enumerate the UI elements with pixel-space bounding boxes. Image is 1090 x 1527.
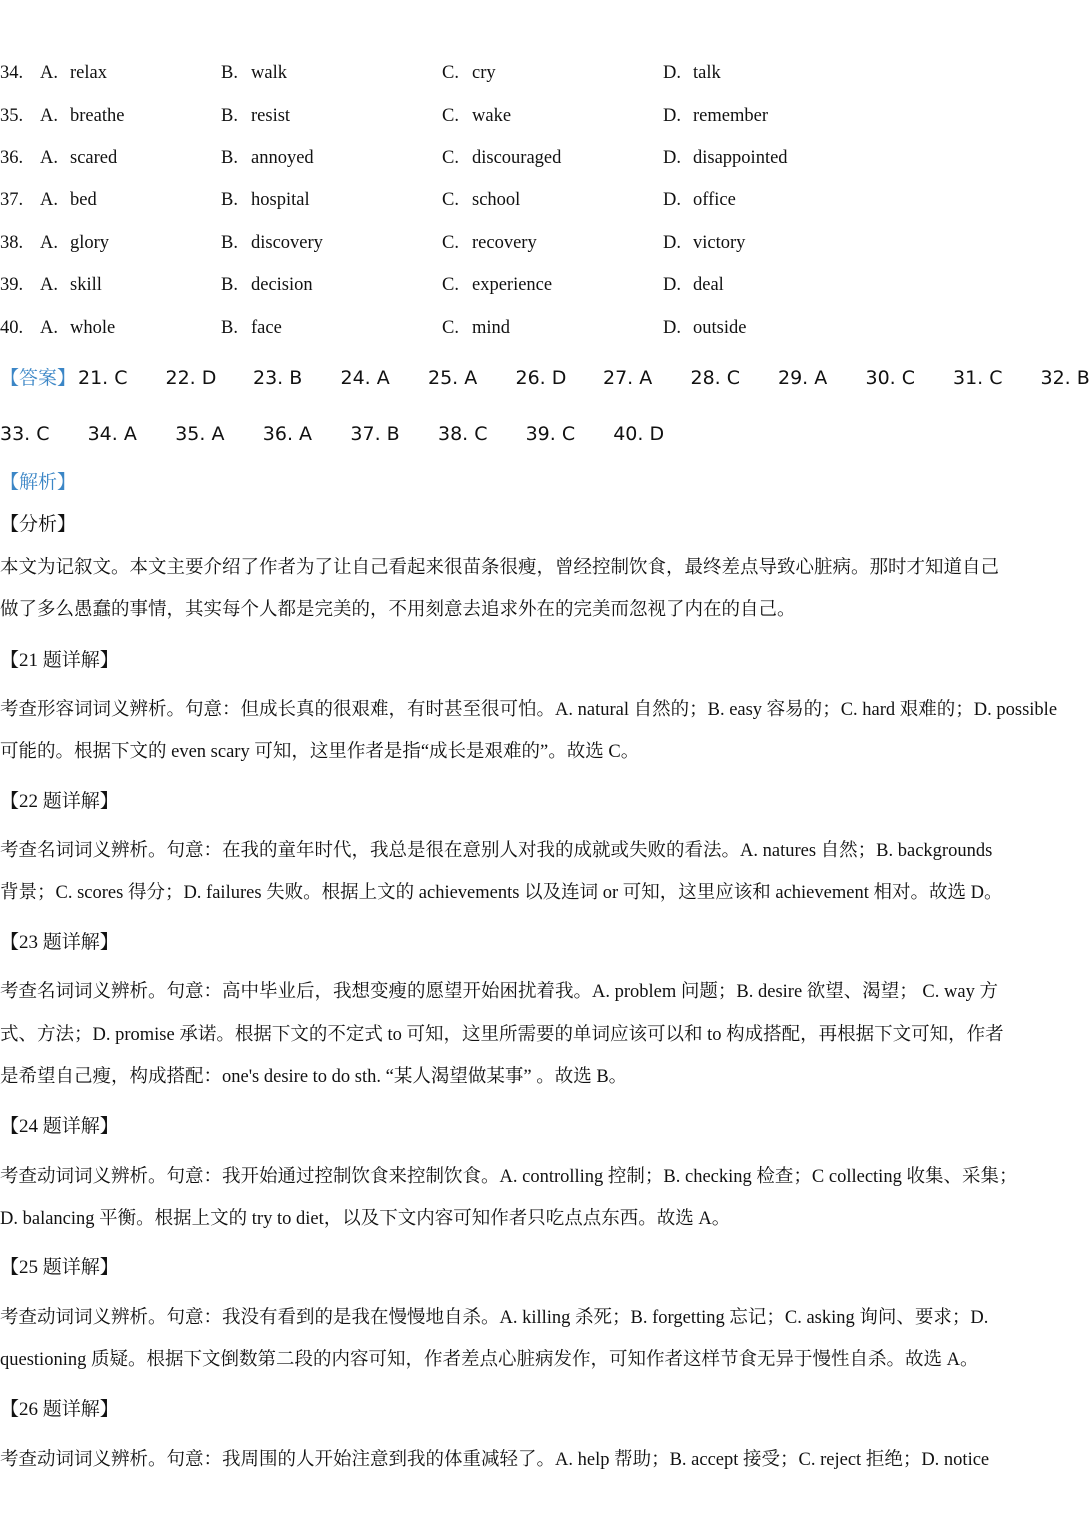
summary-line: 做了多么愚蠢的事情，其实每个人都是完美的，不用刻意去追求外在的完美而忽视了内在的自己。 — [0, 600, 796, 620]
detail-line: 考查名词词义辨析。句意：高中毕业后，我想变瘦的愿望开始困扰着我。A. problem 问题；B. desire 欲望、渴望； C. way 方 — [0, 982, 998, 1002]
option-letter: A. — [40, 106, 58, 126]
answer-item: 40. D — [613, 423, 665, 445]
option-a: whole — [70, 318, 116, 338]
option-a: skill — [70, 275, 102, 295]
detail-header: 【26 题详解】 — [0, 1399, 119, 1420]
option-letter: A. — [40, 148, 58, 168]
option-c: cry — [472, 63, 496, 83]
option-c: wake — [472, 106, 512, 126]
question-number: 36. — [0, 148, 24, 168]
detail-line: 考查动词词义辨析。句意：我开始通过控制饮食来控制饮食。A. controlling 控制；B. checking 检查；C collecting 收集、采集； — [0, 1167, 1018, 1187]
answer-item: 24. A — [340, 367, 390, 389]
answer-item: 27. A — [603, 367, 653, 389]
answer-item: 36. A — [262, 423, 313, 445]
question-number: 38. — [0, 233, 24, 253]
summary-line: 本文为记叙文。本文主要介绍了作者为了让自己看起来很苗条很瘦，曾经控制饮食，最终差点导致心脏病。那时才知道自己 — [0, 558, 1000, 578]
option-letter: A. — [40, 63, 58, 83]
option-letter: C. — [442, 63, 459, 83]
detail-line: 考查动词词义辨析。句意：我没有看到的是我在慢慢地自杀。A. killing 杀死；B. forgetting 忘记；C. asking 询问、要求；D. — [0, 1308, 989, 1328]
detail-line: 是希望自己瘦，构成搭配：one's desire to do sth. “某人渴望做某事” 。故选 B。 — [0, 1067, 628, 1087]
answer-item: 32. B — [1040, 367, 1090, 389]
option-d: disappointed — [693, 148, 788, 168]
answer-item: 25. A — [428, 367, 478, 389]
detail-header: 【23 题详解】 — [0, 932, 119, 953]
option-d: talk — [693, 63, 721, 83]
option-a: breathe — [70, 106, 125, 126]
option-letter: D. — [663, 190, 681, 210]
option-b: hospital — [251, 190, 310, 210]
question-number: 40. — [0, 318, 24, 338]
option-letter: C. — [442, 275, 459, 295]
option-letter: B. — [221, 63, 238, 83]
detail-line: 考查动词词义辨析。句意：我周围的人开始注意到我的体重减轻了。A. help 帮助；B. accept 接受；C. reject 拒绝；D. notice — [0, 1450, 990, 1470]
option-letter: C. — [442, 190, 459, 210]
option-a: scared — [70, 148, 118, 168]
option-a: glory — [70, 233, 110, 253]
answer-item: 21. C — [78, 367, 128, 389]
option-letter: C. — [442, 233, 459, 253]
answer-item: 34. A — [87, 423, 137, 445]
detail-header: 【21 题详解】 — [0, 650, 119, 671]
question-number: 35. — [0, 106, 24, 126]
answer-item: 31. C — [953, 367, 1003, 389]
answer-item: 38. C — [438, 423, 488, 445]
question-number: 34. — [0, 63, 24, 83]
option-letter: A. — [40, 190, 58, 210]
answer-label: 【答案】 — [0, 367, 77, 389]
option-b: discovery — [251, 233, 323, 253]
answer-item: 39. C — [525, 423, 576, 445]
answer-item: 37. B — [350, 423, 400, 445]
answer-item: 29. A — [778, 367, 828, 389]
option-a: relax — [70, 63, 107, 83]
option-letter: B. — [221, 275, 238, 295]
option-letter: C. — [442, 148, 459, 168]
option-letter: B. — [221, 106, 238, 126]
option-b: annoyed — [251, 148, 314, 168]
detail-header: 【24 题详解】 — [0, 1116, 119, 1137]
option-c: recovery — [472, 233, 537, 253]
option-b: resist — [251, 106, 291, 126]
option-a: bed — [70, 190, 97, 210]
answer-item: 23. B — [253, 367, 303, 389]
analysis-label: 【解析】 — [0, 472, 77, 493]
option-letter: B. — [221, 318, 238, 338]
option-letter: A. — [40, 233, 58, 253]
detail-header: 【25 题详解】 — [0, 1257, 119, 1278]
detail-line: 式、方法；D. promise 承诺。根据下文的不定式 to 可知，这里所需要的单词应该可以和 to 构成搭配，再根据下文可知，作者 — [0, 1025, 1004, 1045]
option-letter: C. — [442, 106, 459, 126]
option-d: victory — [693, 233, 746, 253]
option-letter: D. — [663, 233, 681, 253]
option-c: discouraged — [472, 148, 562, 168]
option-d: remember — [693, 106, 768, 126]
option-d: deal — [693, 275, 724, 295]
option-letter: A. — [40, 318, 58, 338]
detail-line: 考查形容词词义辨析。句意：但成长真的很艰难，有时甚至很可怕。A. natural 自然的；B. easy 容易的；C. hard 艰难的；D. possible — [0, 700, 1058, 720]
option-letter: D. — [663, 148, 681, 168]
option-letter: B. — [221, 148, 238, 168]
option-letter: B. — [221, 233, 238, 253]
option-letter: B. — [221, 190, 238, 210]
option-d: outside — [693, 318, 747, 338]
option-b: walk — [251, 63, 287, 83]
question-number: 39. — [0, 275, 24, 295]
answer-item: 33. C — [0, 423, 50, 445]
option-letter: D. — [663, 275, 681, 295]
answer-item: 26. D — [515, 367, 567, 389]
option-letter: D. — [663, 63, 681, 83]
option-c: mind — [472, 318, 511, 338]
option-letter: C. — [442, 318, 459, 338]
option-letter: D. — [663, 106, 681, 126]
detail-header: 【22 题详解】 — [0, 791, 119, 812]
option-c: experience — [472, 275, 553, 295]
option-d: office — [693, 190, 736, 210]
detail-line: questioning 质疑。根据下文倒数第二段的内容可知，作者差点心脏病发作，可知作者这样节食无异于慢性自杀。故选 A。 — [0, 1350, 979, 1370]
answer-item: 30. C — [865, 367, 916, 389]
option-letter: D. — [663, 318, 681, 338]
question-number: 37. — [0, 190, 24, 210]
option-letter: A. — [40, 275, 58, 295]
answer-item: 35. A — [175, 423, 225, 445]
answer-item: 22. D — [165, 367, 217, 389]
detail-line: D. balancing 平衡。根据上文的 try to diet，以及下文内容可知作者只吃点点东西。故选 A。 — [0, 1209, 731, 1229]
detail-line: 背景；C. scores 得分；D. failures 失败。根据上文的 achievements 以及连词 or 可知，这里应该和 achievement 相对。故选 D。 — [0, 883, 1003, 903]
detail-line: 考查名词词义辨析。句意：在我的童年时代，我总是很在意别人对我的成就或失败的看法。A. natures 自然；B. backgrounds — [0, 841, 993, 861]
option-b: face — [251, 318, 282, 338]
option-c: school — [472, 190, 521, 210]
detail-line: 可能的。根据下文的 even scary 可知，这里作者是指“成长是艰难的”。故选 C。 — [0, 742, 640, 762]
option-b: decision — [251, 275, 313, 295]
answer-item: 28. C — [690, 367, 741, 389]
fenxi-label: 【分析】 — [0, 514, 77, 535]
